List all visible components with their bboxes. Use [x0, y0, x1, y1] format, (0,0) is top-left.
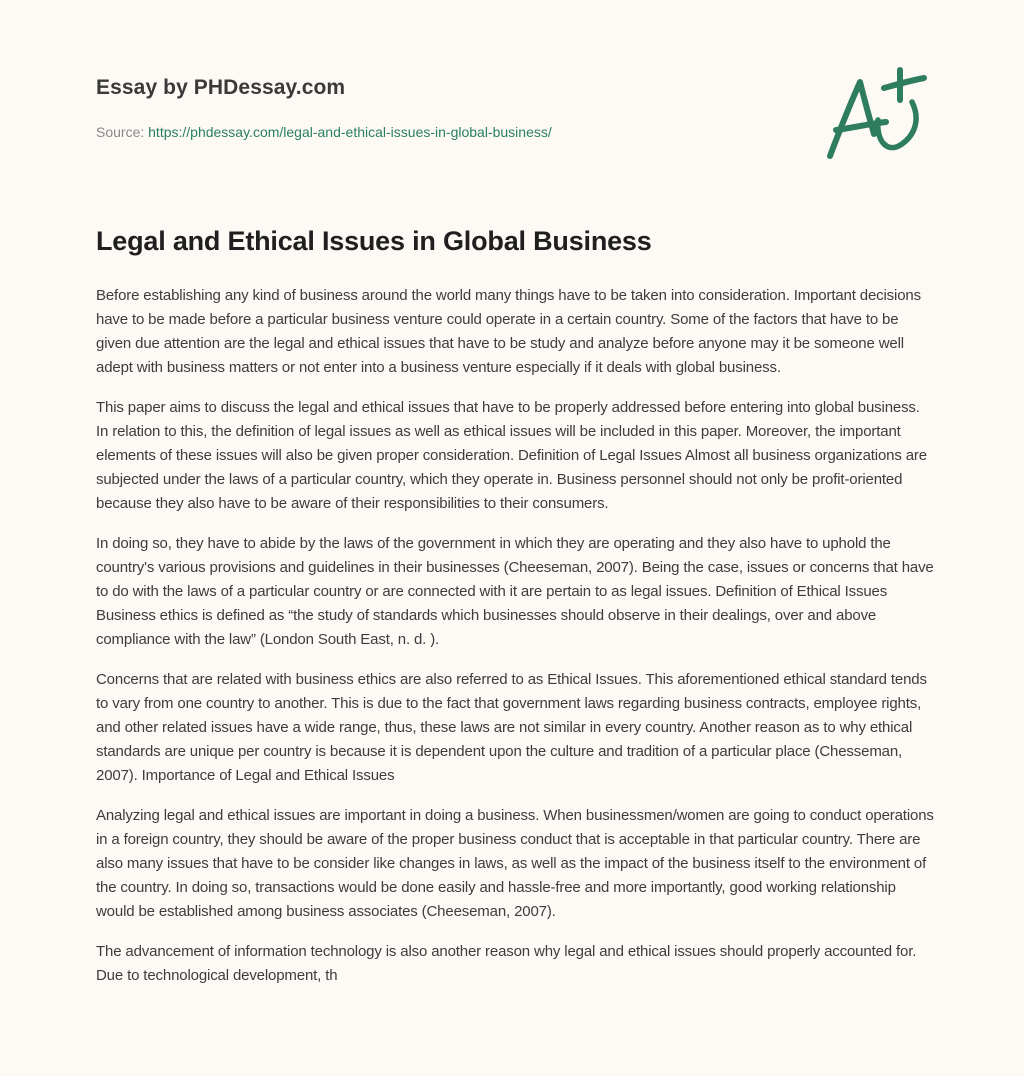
- a-plus-grade-icon: [820, 64, 930, 164]
- essay-title: Legal and Ethical Issues in Global Business: [96, 226, 652, 256]
- essay-paragraph: Concerns that are related with business ethics are also referred to as Ethical Issues. This aforementioned ethical standard tends to vary from one country to another. This is due to the fact that government laws regarding business contracts, employee rights, and other related issues have a wide range, thus, these laws are not similar in every country. Another reason as to why ethical standards are unique per country is because it is dependent upon the culture and tradition of a particular place (Chesseman, 2007). Importance of Legal and Ethical Issues: [96, 671, 927, 784]
- essay-paragraph: The advancement of information technology is also another reason why legal and ethical issues should properly accounted for. Due to technological development, th: [96, 943, 917, 984]
- source-link[interactable]: https://phdessay.com/legal-and-ethical-issues-in-global-business/: [148, 124, 552, 140]
- site-title: Essay by PHDessay.com: [96, 76, 346, 99]
- source-line: [96, 124, 552, 140]
- essay-paragraph: Analyzing legal and ethical issues are important in doing a business. When businessmen/women are going to conduct operations in a foreign country, they should be aware of the proper business conduct that is acceptable in that particular country. There are also many issues that have to be consider like changes in laws, as well as the impact of the business itself to the environment of the country. In doing so, transactions would be done easily and hassle-free and more importantly, good working relationship would be established among business associates (Cheeseman, 2007).: [96, 807, 934, 920]
- essay-paragraph: In doing so, they have to abide by the laws of the government in which they are operating and they also have to uphold the country's various provisions and guidelines in their businesses (Cheeseman, 2007). Being the case, issues or concerns that have to do with the laws of a particular country or are connected with it are pertain to as legal issues. Definition of Ethical Issues Business ethics is defined as “the study of standards which businesses should observe in their dealings, over and above compliance with the law” (London South East, n. d. ).: [96, 535, 934, 648]
- essay-paragraph: This paper aims to discuss the legal and ethical issues that have to be properly addressed before entering into global business. In relation to this, the definition of legal issues as well as ethical issues will be included in this paper. Moreover, the important elements of these issues will also be given proper consideration. Definition of Legal Issues Almost all business organizations are subjected under the laws of a particular country, which they operate in. Business personnel should not only be profit-oriented because they also have to be aware of their responsibilities to their consumers.: [96, 399, 927, 512]
- source-label: Source:: [96, 124, 145, 140]
- essay-body: [96, 284, 936, 1004]
- essay-paragraph: Before establishing any kind of business around the world many things have to be taken into consideration. Important decisions have to be made before a particular business venture could operate in a certain country. Some of the factors that have to be given due attention are the legal and ethical issues that have to be study and analyze before anyone may it be someone well adept with business matters or not enter into a business venture especially if it deals with global business.: [96, 287, 921, 376]
